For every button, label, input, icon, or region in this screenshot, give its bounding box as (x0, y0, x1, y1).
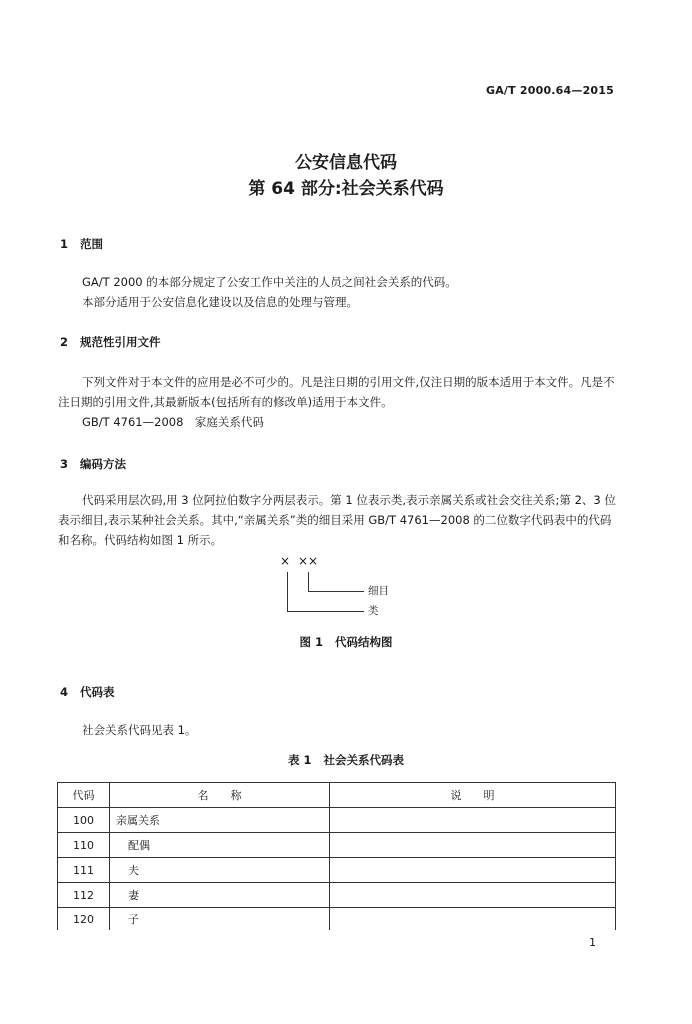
name-cell: 妻 (110, 883, 330, 908)
figure-connector-class-vertical (287, 572, 288, 612)
page-number: 1 (589, 936, 596, 949)
table-row (58, 858, 616, 883)
code-cell: 112 (58, 883, 110, 908)
section-2-paragraph-2: GB/T 4761—2008 家庭关系代码 (82, 415, 264, 429)
document-title: 公安信息代码 (295, 153, 397, 173)
name-cell: 亲属关系 (110, 808, 330, 833)
table-row (58, 883, 616, 908)
name-cell: 配偶 (110, 833, 330, 858)
section-2-paragraph-1: 下列文件对于本文件的应用是必不可少的。凡是注日期的引用文件,仅注日期的版本适用于本文件。凡是不注日期的引用文件,其最新版本(包括所有的修改单)适用于本文件。 (58, 375, 615, 409)
figure-connector-class-horizontal (287, 611, 364, 612)
section-1-paragraph-2: 本部分适用于公安信息化建设以及信息的处理与管理。 (82, 295, 358, 309)
figure-caption (0, 634, 692, 650)
table-row (58, 808, 616, 833)
section-4-paragraph-1: 社会关系代码见表 1。 (82, 723, 197, 737)
table-row (58, 833, 616, 858)
section-number: 3 (60, 457, 69, 471)
column-header-code: 代码 (58, 783, 110, 808)
section-1-paragraph-1: GA/T 2000 的本部分规定了公安工作中关注的人员之间社会关系的代码。 (82, 275, 457, 289)
section-4-heading (60, 684, 115, 700)
figure-caption-text: 代码结构图 (335, 635, 393, 649)
figure-digit-1: × (280, 554, 291, 568)
note-cell (330, 833, 616, 858)
section-3-paragraph-1: 代码采用层次码,用 3 位阿拉伯数字分两层表示。第 1 位表示类,表示亲属关系或社会交往关系;第 2、3 位表示细目,表示某种社会关系。其中,“亲属关系”类的细目采用 GB/T 4761—2008 的二位数字代码表中的代码和名称。代码结构如图 1 所示。 (58, 493, 616, 547)
figure-connector-detail-vertical (308, 572, 309, 592)
section-number: 4 (60, 685, 69, 699)
figure-connector-detail-horizontal (308, 591, 364, 592)
section-title: 代码表 (80, 685, 115, 699)
code-cell: 110 (58, 833, 110, 858)
note-cell (330, 883, 616, 908)
name-cell: 夫 (110, 858, 330, 883)
section-1-heading (60, 236, 103, 252)
column-header-name: 名 称 (110, 783, 330, 808)
section-2-heading (60, 334, 161, 350)
figure-caption-number: 图 1 (299, 635, 323, 649)
section-title: 规范性引用文件 (80, 335, 161, 349)
section-number: 1 (60, 237, 69, 251)
column-header-note: 说 明 (330, 783, 616, 808)
section-title: 编码方法 (80, 457, 126, 471)
standard-number: GA/T 2000.64—2015 (485, 84, 614, 97)
table-caption-number: 表 1 (287, 753, 312, 767)
note-cell (330, 908, 616, 931)
section-number: 2 (60, 335, 69, 349)
name-cell: 子 (110, 908, 330, 931)
code-cell: 100 (58, 808, 110, 833)
table-caption-text: 社会关系代码表 (323, 753, 404, 767)
section-3-heading (60, 456, 126, 472)
section-title: 范围 (80, 237, 103, 251)
note-cell (330, 858, 616, 883)
table-header-row (58, 783, 616, 808)
code-cell: 120 (58, 908, 110, 931)
table-row (58, 908, 616, 931)
note-cell (330, 808, 616, 833)
figure-label-detail: 细目 (368, 585, 389, 597)
figure-label-class: 类 (368, 605, 379, 617)
figure-digits-2-3: ×× (298, 554, 319, 568)
code-cell: 111 (58, 858, 110, 883)
document-subtitle: 第 64 部分:社会关系代码 (248, 179, 444, 199)
table-caption (0, 752, 692, 768)
social-relation-code-table (57, 782, 616, 930)
